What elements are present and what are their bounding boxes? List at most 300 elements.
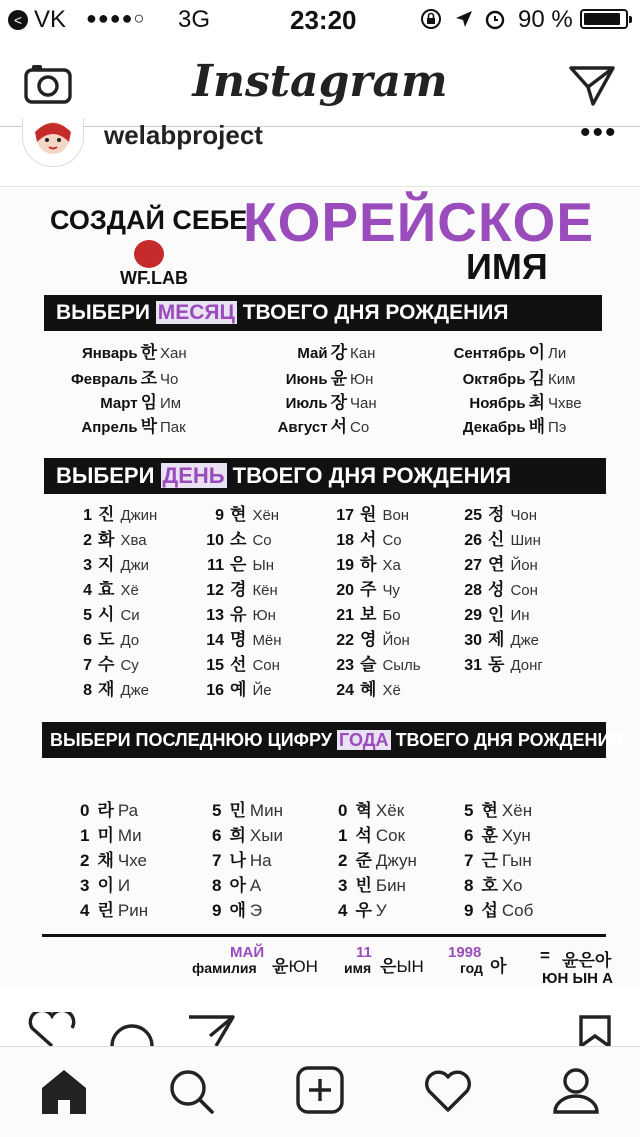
day-row-korean: 예: [230, 680, 247, 699]
year-row-russian: Чхе: [117, 851, 148, 870]
direct-message-icon[interactable]: [568, 64, 616, 106]
month-section-banner: [44, 295, 602, 331]
day-row: [200, 525, 272, 550]
year-row-korean: 빈: [355, 876, 372, 895]
example-month: МАЙ: [230, 944, 265, 961]
year-row-key: 6: [464, 826, 474, 845]
day-row-korean: 시: [98, 605, 115, 624]
year-row-russian: Ра: [117, 801, 139, 820]
search-icon[interactable]: [168, 1068, 214, 1114]
day-row: [330, 575, 400, 600]
day-row: [200, 500, 279, 525]
day-row: [458, 600, 530, 625]
year-row: [338, 896, 387, 921]
day-row-key: 25: [464, 507, 482, 524]
day-row: [200, 625, 282, 650]
surname-note: фамилия: [532, 316, 588, 330]
year-row-korean: 나: [229, 851, 246, 870]
year-row-korean: 이: [97, 876, 114, 895]
year-row-russian: Хён: [501, 801, 533, 820]
month-row-korean: 임: [140, 393, 157, 412]
example-name: 은ЫН: [380, 957, 424, 976]
day-row-russian: Йон: [382, 632, 410, 649]
activity-icon[interactable]: [424, 1070, 472, 1112]
day-row-key: 19: [336, 557, 354, 574]
month-row-korean: 서: [330, 417, 347, 436]
alarm-icon: [484, 8, 506, 30]
banner-highlight: МЕСЯЦ: [157, 301, 235, 324]
day-row-korean: 제: [488, 630, 505, 649]
year-row-korean: 라: [97, 801, 114, 820]
day-row-russian: Сыль: [382, 657, 421, 674]
post-username[interactable]: welabproject: [104, 120, 263, 150]
day-row-korean: 정: [488, 505, 505, 524]
year-row-key: 3: [338, 876, 348, 895]
month-row-russian: Пэ: [548, 419, 567, 436]
day-row-russian: Йе: [252, 682, 272, 699]
day-row-korean: 재: [98, 680, 115, 699]
year-row-korean: 석: [355, 826, 372, 845]
wf-lab-mascot-icon: [134, 240, 164, 268]
example-year-syllable: 아: [490, 957, 507, 976]
year-row-russian: Мин: [249, 801, 283, 820]
day-row-key: 17: [336, 507, 354, 524]
year-row: [464, 896, 533, 921]
carrier-label: < VK: [8, 6, 66, 34]
day-row-key: 8: [83, 682, 92, 699]
day-row: [330, 525, 402, 550]
day-row-korean: 혜: [360, 680, 377, 699]
year-row-key: 5: [464, 801, 474, 820]
like-icon[interactable]: [26, 1012, 78, 1046]
battery-percentage: 90 %: [518, 6, 573, 33]
day-row-russian: Со: [252, 532, 272, 549]
day-row: [200, 600, 276, 625]
year-row-russian: Джун: [375, 851, 417, 870]
year-row: [212, 896, 262, 921]
month-row: [50, 412, 200, 437]
banner-highlight: ДЕНЬ: [162, 463, 225, 488]
day-row-korean: 화: [98, 530, 115, 549]
day-row: [200, 675, 272, 700]
year-row-korean: 근: [481, 851, 498, 870]
year-row: [464, 871, 523, 896]
year-row-russian: И: [117, 876, 131, 895]
day-row-korean: 성: [488, 580, 505, 599]
day-row-russian: До: [120, 632, 140, 649]
day-row-korean: 진: [98, 505, 115, 524]
banner-text: ТВОЕГО ДНЯ РОЖДЕНИЯ: [236, 301, 509, 324]
day-row-korean: 현: [230, 505, 247, 524]
month-row-korean: 이: [528, 343, 545, 362]
day-row-korean: 연: [488, 555, 505, 574]
year-row-key: 8: [212, 876, 222, 895]
year-row-russian: Сок: [375, 826, 406, 845]
month-row-key: Май: [297, 345, 328, 362]
day-row-key: 22: [336, 632, 354, 649]
day-row-key: 11: [207, 557, 224, 574]
add-post-icon[interactable]: [296, 1066, 344, 1114]
year-row-korean: 호: [481, 876, 498, 895]
example-surname: 윤ЮН: [272, 957, 318, 976]
year-row-key: 7: [212, 851, 222, 870]
month-row-key: Июль: [285, 395, 328, 412]
day-row-korean: 인: [488, 605, 505, 624]
day-row: [330, 650, 421, 675]
day-row-key: 4: [83, 582, 92, 599]
year-row-key: 9: [464, 901, 474, 920]
day-row-russian: Мён: [252, 632, 282, 649]
day-row-key: 30: [464, 632, 482, 649]
signal-strength: ●●●●○: [86, 8, 146, 28]
month-row-key: Март: [100, 395, 138, 412]
year-row-korean: 애: [229, 901, 246, 920]
year-row-korean: 린: [97, 901, 114, 920]
day-row-korean: 경: [230, 580, 247, 599]
year-row-russian: Бин: [375, 876, 406, 895]
day-row-korean: 하: [360, 555, 377, 574]
day-row-korean: 효: [98, 580, 115, 599]
year-section-banner: [42, 722, 624, 758]
day-row: [330, 500, 409, 525]
month-row-korean: 한: [140, 343, 157, 362]
day-row: [330, 625, 410, 650]
day-row-russian: Бо: [382, 607, 401, 624]
year-row: [212, 846, 272, 871]
year-row-russian: Рин: [117, 901, 149, 920]
year-row-russian: На: [249, 851, 272, 870]
day-row-russian: Кён: [252, 582, 278, 599]
month-row-russian: Им: [160, 395, 182, 412]
day-row-russian: Хва: [120, 532, 147, 549]
month-row-russian: Чан: [350, 395, 377, 412]
day-row-russian: Донг: [510, 657, 543, 674]
day-row-korean: 수: [98, 655, 115, 674]
orientation-lock-icon: [420, 8, 442, 30]
year-row-russian: Э: [249, 901, 263, 920]
month-row: [50, 388, 200, 413]
example-day-label: имя: [344, 960, 372, 976]
year-row: [464, 846, 532, 871]
year-row: [464, 796, 532, 821]
location-icon: [454, 9, 474, 29]
month-row-key: Сентябрь: [453, 345, 526, 362]
year-row-key: 1: [80, 826, 90, 845]
day-row-russian: Джи: [120, 557, 150, 574]
day-row-russian: Ха: [382, 557, 401, 574]
month-row-russian: Со: [350, 419, 370, 436]
year-row-russian: Гын: [501, 851, 532, 870]
month-row-key: Декабрь: [462, 419, 526, 436]
month-row-key: Июнь: [285, 371, 328, 388]
month-row-korean: 강: [330, 343, 347, 362]
month-row-russian: Ли: [548, 345, 567, 362]
day-row-korean: 지: [98, 555, 115, 574]
month-row-korean: 김: [528, 369, 545, 388]
day-row-key: 10: [206, 532, 224, 549]
banner-text: ВЫБЕРИ: [56, 463, 161, 488]
day-row: [330, 550, 401, 575]
day-row: [458, 625, 539, 650]
example-month-label: фамилия: [192, 960, 257, 976]
year-row: [80, 871, 130, 896]
day-row-key: 7: [83, 657, 92, 674]
month-row-russian: Пак: [160, 419, 186, 436]
year-row-korean: 희: [229, 826, 246, 845]
day-row: [80, 575, 139, 600]
month-row-korean: 윤: [330, 369, 347, 388]
year-row-key: 3: [80, 876, 90, 895]
day-row: [80, 550, 149, 575]
status-bar: [0, 0, 640, 40]
year-row-key: 1: [338, 826, 348, 845]
month-row-korean: 배: [528, 417, 545, 436]
day-row-russian: Вон: [382, 507, 410, 524]
day-row-russian: Дже: [120, 682, 149, 699]
infographic-title-prefix: СОЗДАЙ СЕБЕ: [50, 205, 248, 235]
day-row-russian: Ин: [510, 607, 530, 624]
day-row-key: 31: [464, 657, 482, 674]
month-row-key: Октябрь: [462, 371, 526, 388]
day-row-russian: Ын: [252, 557, 274, 574]
month-row: [240, 364, 390, 389]
year-row-korean: 아: [229, 876, 246, 895]
day-row-korean: 원: [360, 505, 377, 524]
year-row-russian: Соб: [501, 901, 534, 920]
year-row-russian: Ми: [117, 826, 142, 845]
day-row-korean: 선: [230, 655, 247, 674]
day-row-key: 18: [336, 532, 354, 549]
month-row-korean: 최: [528, 393, 545, 412]
month-row: [240, 338, 390, 363]
day-row-korean: 주: [360, 580, 377, 599]
day-row-korean: 신: [488, 530, 505, 549]
day-row-key: 1: [83, 507, 92, 524]
day-row-russian: Шин: [510, 532, 541, 549]
month-row-russian: Юн: [350, 371, 374, 388]
day-row: [330, 600, 401, 625]
day-row-russian: Чу: [382, 582, 400, 599]
year-row: [212, 796, 283, 821]
back-to-app-icon[interactable]: <: [8, 10, 28, 30]
day-row-korean: 동: [488, 655, 505, 674]
year-row: [212, 871, 261, 896]
day-row-key: 16: [206, 682, 224, 699]
home-icon[interactable]: [40, 1068, 88, 1114]
day-row-key: 14: [206, 632, 224, 649]
infographic-title-sub: ИМЯ: [466, 246, 548, 287]
year-row-key: 0: [80, 801, 90, 820]
day-row-key: 13: [206, 607, 224, 624]
day-row-russian: Сон: [252, 657, 280, 674]
year-row: [338, 871, 406, 896]
day-row-russian: Сон: [510, 582, 538, 599]
day-row-key: 23: [336, 657, 354, 674]
year-row-korean: 우: [355, 901, 372, 920]
year-row-key: 4: [80, 901, 90, 920]
year-row: [80, 846, 147, 871]
day-row-korean: 유: [230, 605, 247, 624]
year-row-key: 8: [464, 876, 474, 895]
day-row: [80, 600, 140, 625]
month-row-russian: Кан: [350, 345, 376, 362]
post-actions: [0, 988, 640, 1046]
share-icon[interactable]: [186, 1014, 236, 1046]
day-row-korean: 영: [360, 630, 377, 649]
bookmark-icon[interactable]: [578, 1014, 612, 1046]
day-row-russian: Дже: [510, 632, 539, 649]
year-row-korean: 훈: [481, 826, 498, 845]
year-row: [464, 821, 531, 846]
year-row: [212, 821, 283, 846]
post-header: [0, 126, 640, 187]
day-row-korean: 도: [98, 630, 115, 649]
day-row-key: 5: [83, 607, 92, 624]
year-row-korean: 혁: [355, 801, 372, 820]
day-row: [330, 675, 401, 700]
day-row-russian: Юн: [252, 607, 276, 624]
day-row-key: 26: [464, 532, 482, 549]
comment-icon[interactable]: [108, 1012, 156, 1046]
year-row-russian: Хо: [501, 876, 523, 895]
day-row-russian: Чон: [510, 507, 538, 524]
day-row-korean: 보: [360, 605, 377, 624]
wf-lab-logo: WF.LAB: [120, 268, 188, 288]
day-row-key: 6: [83, 632, 92, 649]
example-result-russian: ЮН ЫН А: [542, 970, 613, 987]
year-row-korean: 섭: [481, 901, 498, 920]
day-row-russian: Со: [382, 532, 402, 549]
battery-level: [584, 13, 620, 25]
month-row: [50, 364, 200, 389]
day-row-korean: 서: [360, 530, 377, 549]
infographic-title-main: КОРЕЙСКОЕ: [243, 191, 595, 253]
month-row: [240, 412, 390, 437]
banner-text: ВЫБЕРИ ПОСЛЕДНЮЮ ЦИФРУ: [50, 730, 337, 750]
day-row-key: 28: [464, 582, 482, 599]
banner-text: ТВОЕГО ДНЯ РОЖДЕНИЯ: [390, 730, 624, 750]
network-type: 3G: [178, 6, 211, 33]
day-row-key: 12: [206, 582, 224, 599]
day-section-banner: [44, 458, 606, 494]
day-row-russian: Су: [120, 657, 139, 674]
month-row: [240, 388, 390, 413]
example-result-korean: 윤은아: [562, 951, 612, 970]
month-row-korean: 박: [140, 417, 157, 436]
month-row-key: Ноябрь: [469, 395, 526, 412]
year-row-korean: 미: [97, 826, 114, 845]
banner-text: ВЫБЕРИ: [56, 301, 156, 324]
day-row-key: 9: [215, 507, 224, 524]
day-row: [458, 650, 543, 675]
year-row-korean: 준: [355, 851, 372, 870]
day-row-key: 2: [83, 532, 92, 549]
day-row-key: 15: [206, 657, 224, 674]
year-row-key: 7: [464, 851, 474, 870]
day-row: [80, 525, 147, 550]
month-row-russian: Хан: [160, 345, 187, 362]
day-row: [80, 625, 139, 650]
month-row-russian: Ким: [548, 371, 576, 388]
year-row-russian: У: [375, 901, 387, 920]
day-row-russian: Си: [120, 607, 140, 624]
divider: [42, 934, 606, 937]
day-row-key: 20: [336, 582, 354, 599]
instagram-logo: Instagram: [192, 56, 448, 107]
month-row-key: Апрель: [81, 419, 138, 436]
month-row-key: Январь: [81, 345, 138, 362]
example-day: 11: [356, 944, 372, 961]
year-row-russian: А: [249, 876, 262, 895]
day-row-korean: 명: [230, 630, 247, 649]
day-row: [80, 500, 157, 525]
day-row-korean: 슬: [360, 655, 377, 674]
day-row-key: 3: [83, 557, 92, 574]
month-row-russian: Чо: [160, 371, 179, 388]
day-row-russian: Хё: [120, 582, 139, 599]
example-year: 1998: [448, 944, 482, 961]
year-row-key: 2: [80, 851, 90, 870]
year-row-korean: 현: [481, 801, 498, 820]
day-row: [458, 575, 538, 600]
day-row-key: 21: [336, 607, 354, 624]
day-row-russian: Джин: [120, 507, 158, 524]
battery-icon: [580, 9, 628, 29]
day-row: [458, 525, 541, 550]
day-row-russian: Хё: [382, 682, 401, 699]
month-row-russian: Чхве: [548, 395, 582, 412]
year-row: [80, 821, 142, 846]
day-row: [458, 500, 537, 525]
year-row-korean: 민: [229, 801, 246, 820]
day-row: [200, 550, 274, 575]
more-options-icon[interactable]: •••: [580, 116, 618, 149]
month-row-korean: 장: [330, 393, 347, 412]
day-row-key: 29: [464, 607, 482, 624]
example-equals: =: [540, 946, 550, 965]
clock: 23:20: [290, 5, 357, 35]
year-row-key: 2: [338, 851, 348, 870]
year-row-key: 9: [212, 901, 222, 920]
year-row-key: 0: [338, 801, 348, 820]
year-row-russian: Хыи: [249, 826, 283, 845]
day-row: [80, 650, 139, 675]
month-row: [438, 338, 588, 363]
day-row-russian: Хён: [252, 507, 280, 524]
year-row: [80, 796, 138, 821]
day-row-russian: Йон: [510, 557, 538, 574]
year-row: [338, 796, 404, 821]
day-row-korean: 은: [230, 555, 247, 574]
month-row-key: Август: [277, 419, 328, 436]
banner-text: ТВОЕГО ДНЯ РОЖДЕНИЯ: [226, 463, 512, 488]
day-row: [200, 650, 280, 675]
year-row-russian: Хёк: [375, 801, 405, 820]
year-row-russian: Хун: [501, 826, 531, 845]
year-row-key: 6: [212, 826, 222, 845]
example-year-label: год: [460, 960, 483, 976]
day-row: [200, 575, 278, 600]
year-row-key: 5: [212, 801, 222, 820]
month-row-key: Февраль: [70, 371, 138, 388]
profile-icon[interactable]: [552, 1066, 600, 1114]
day-row-korean: 소: [230, 530, 247, 549]
year-row: [338, 821, 405, 846]
month-row: [438, 412, 588, 437]
day-row: [80, 675, 149, 700]
month-row: [50, 338, 200, 363]
banner-highlight: ГОДА: [339, 730, 389, 750]
